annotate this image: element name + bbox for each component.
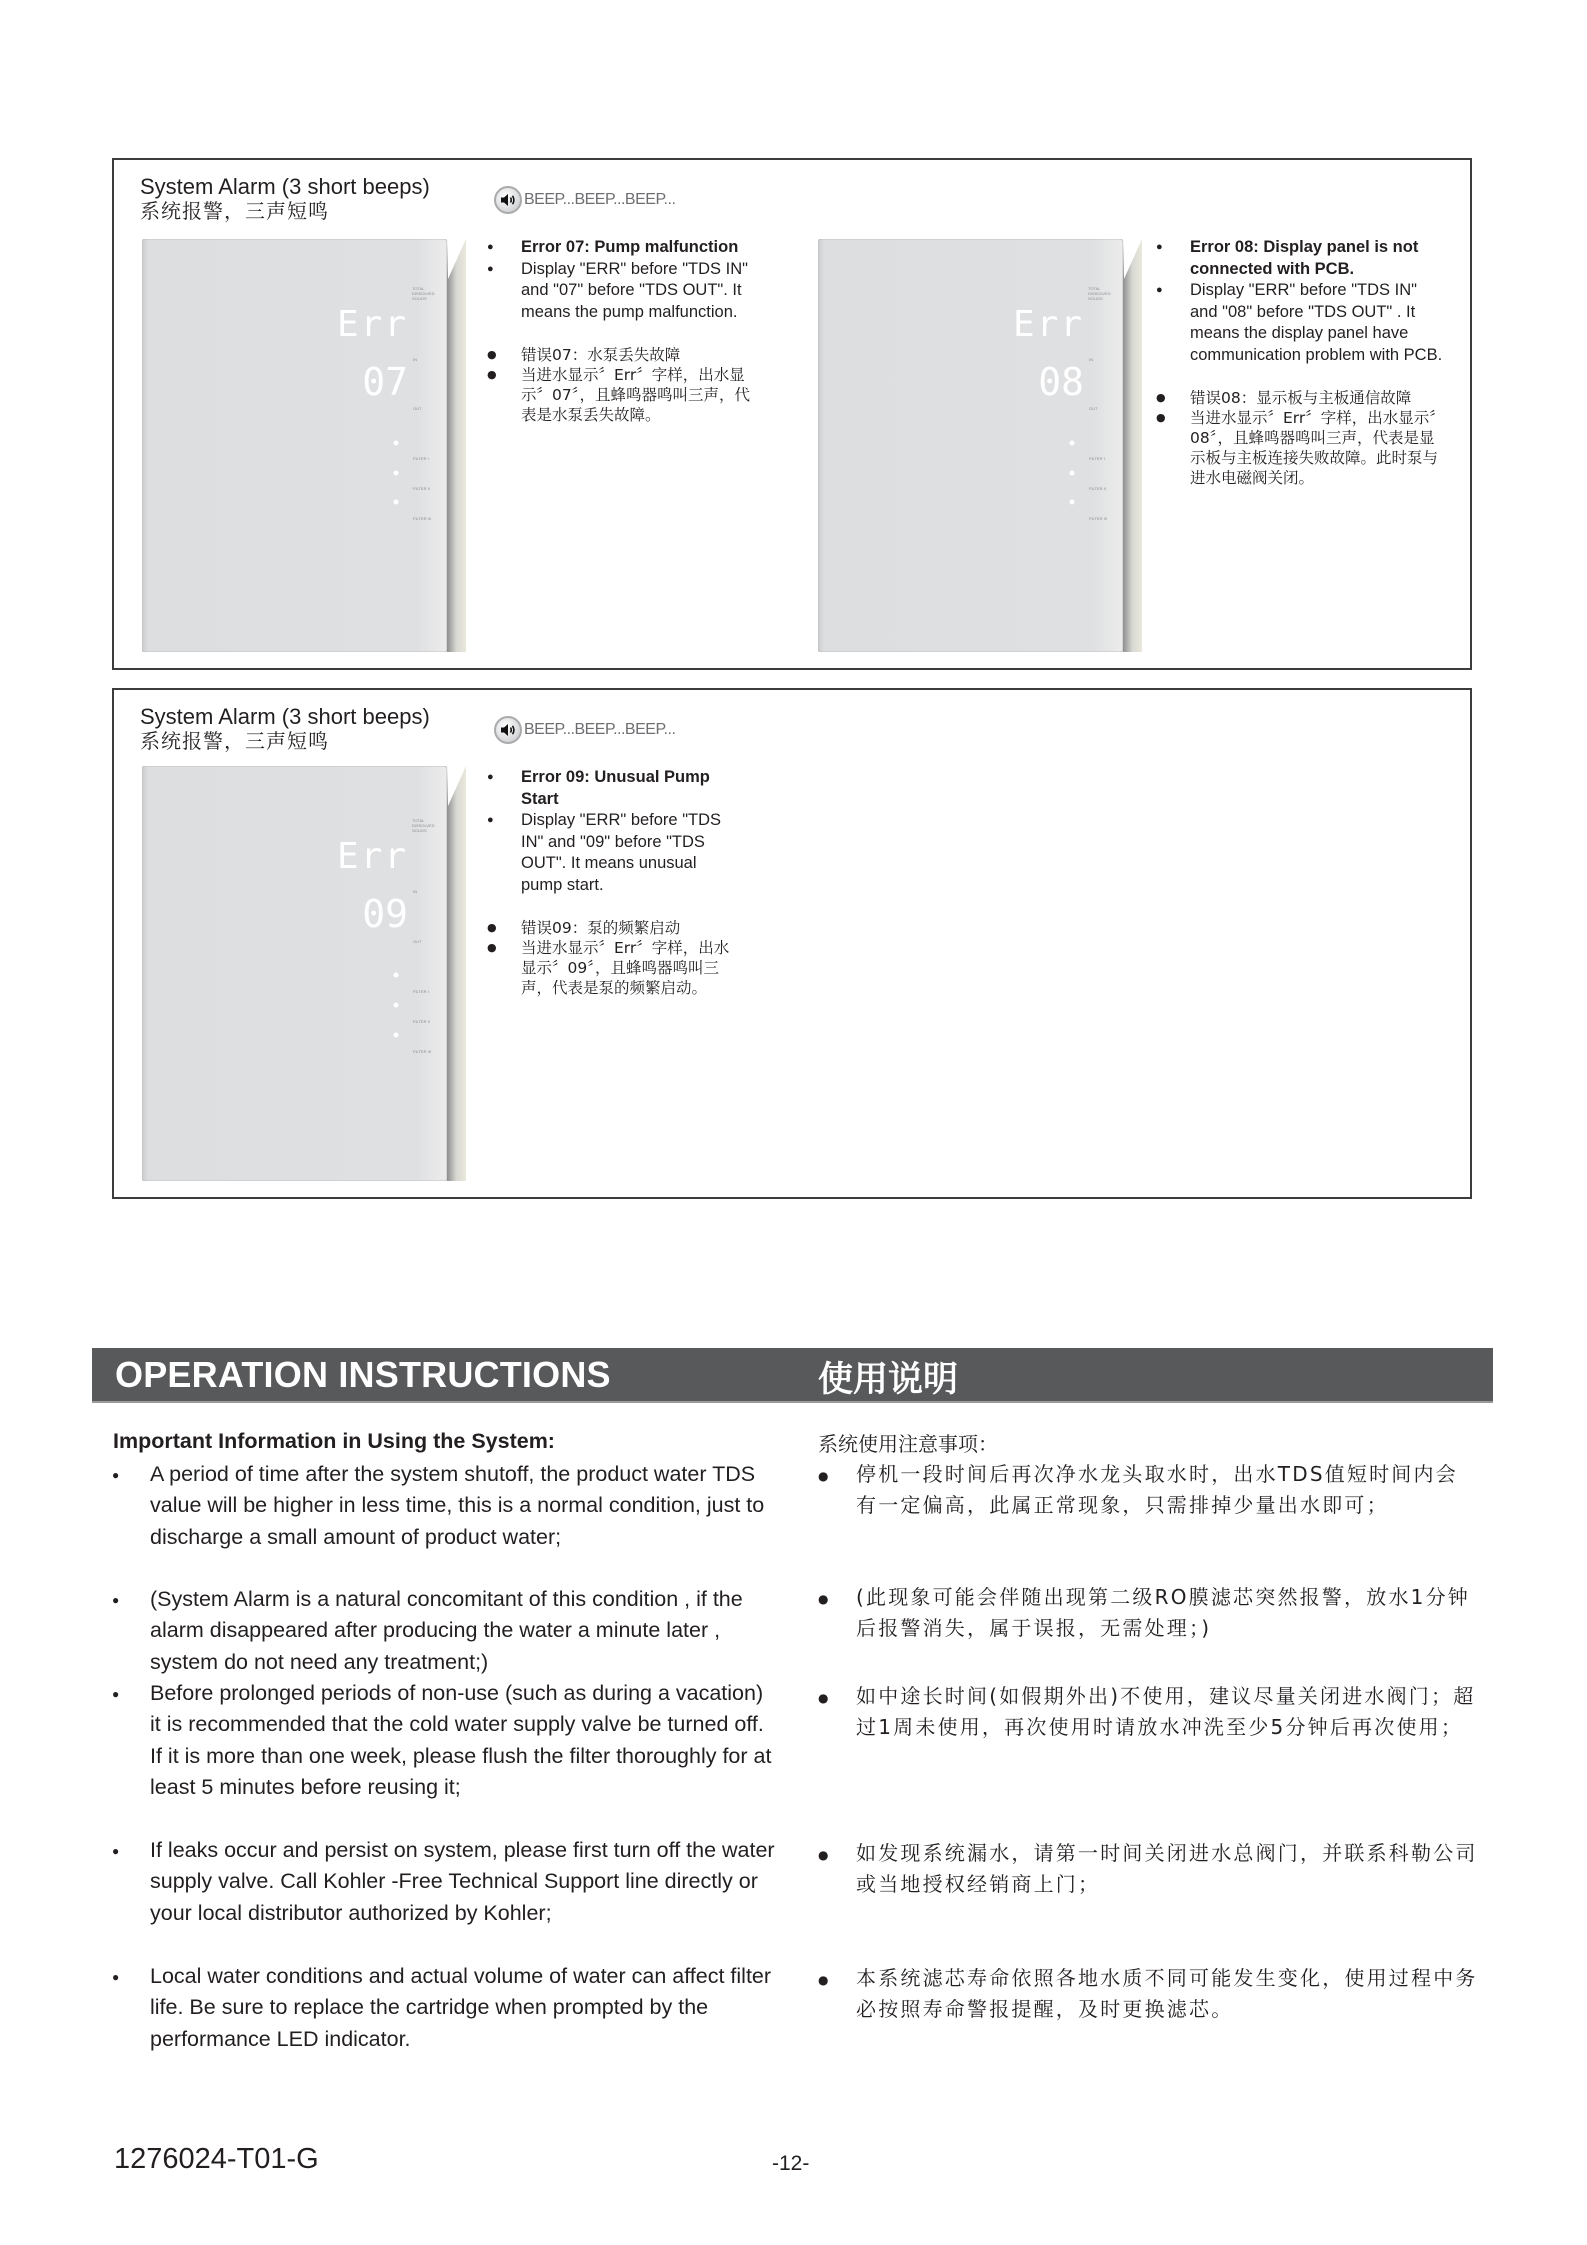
- panel-label-tds: TOTAL: [412, 286, 425, 291]
- svg-text:TOTAL: TOTAL: [1088, 286, 1101, 291]
- alarm-title-en: System Alarm (3 short beeps): [140, 174, 430, 199]
- panel-code-text: 07: [362, 360, 408, 404]
- filter-led: [1070, 500, 1075, 505]
- svg-text:OUT: OUT: [413, 939, 422, 944]
- svg-text:SOLIDS: SOLIDS: [1088, 296, 1103, 301]
- svg-text:TOTAL: TOTAL: [412, 818, 425, 823]
- alarm-title-cn: 系统报警，三声短鸣: [140, 729, 329, 753]
- alarm-title: [140, 704, 430, 754]
- panel-label-in: IN: [413, 357, 417, 362]
- svg-text:FILTER III: FILTER III: [1089, 516, 1107, 521]
- error-title-cn: ● 错误08：显示板与主板通信故障: [1156, 388, 1446, 408]
- svg-text:FILTER III: FILTER III: [413, 1049, 431, 1054]
- instruction-item: ● Local water conditions and actual volume of water can affect filter life. Be sure to replace the cartridge when prompted by the performance LED indicator.: [112, 1961, 772, 2055]
- instruction-item: ● A period of time after the system shutoff, the product water TDS value will be higher in less time, this is a normal condition, just to discharge a small amount of product water;: [112, 1459, 782, 1553]
- error-desc-en: ● Display "ERR" before "TDS IN" and "07" before "TDS OUT". It means the pump malfunction.: [487, 259, 757, 324]
- error-desc-cn: ● 当进水显示〞Err〞字样，出水显示〞07〞，且蜂鸣器鸣叫三声，代表是水泵丢失故障。: [487, 365, 757, 425]
- panel-err-text: Err: [336, 304, 408, 345]
- alarm-title-cn: 系统报警，三声短鸣: [140, 199, 329, 223]
- panel-err-text: Err: [336, 836, 408, 877]
- filter-led: [394, 1033, 399, 1038]
- filter-led: [1070, 441, 1075, 446]
- panel-label-out: OUT: [413, 406, 422, 411]
- error-09-description: [487, 767, 742, 998]
- svg-text:FILTER III: FILTER III: [413, 516, 431, 521]
- filter-led: [394, 441, 399, 446]
- alarm-title: [140, 174, 430, 224]
- svg-text:FILTER II: FILTER II: [1089, 486, 1106, 491]
- svg-text:FILTER I: FILTER I: [413, 989, 429, 994]
- beep-text: BEEP...BEEP...BEEP...: [524, 191, 676, 208]
- display-panel-image: [142, 766, 466, 1181]
- filter-led: [1070, 471, 1075, 476]
- panel-err-text: Err: [1012, 304, 1084, 345]
- instruction-item-cn: ● (此现象可能会伴随出现第二级RO膜滤芯突然报警，放水1分钟后报警消失，属于误报，无需处理；): [818, 1582, 1478, 1644]
- filter-led: [394, 973, 399, 978]
- speaker-icon: [494, 186, 522, 214]
- svg-text:SOLIDS: SOLIDS: [412, 828, 427, 833]
- error-desc-cn: ● 当进水显示〞Err〞字样，出水显示〞09〞，且蜂鸣器鸣叫三声，代表是泵的频繁启动。: [487, 938, 742, 998]
- svg-text:FILTER I: FILTER I: [1089, 456, 1105, 461]
- svg-text:FILTER I: FILTER I: [413, 456, 429, 461]
- error-07-description: [487, 237, 757, 425]
- section-title-cn: 使用说明: [818, 1360, 959, 1400]
- panel-code-text: 09: [362, 892, 408, 936]
- error-title-cn: ● 错误07：水泵丢失故障: [487, 345, 757, 365]
- instruction-item-cn: ● 如发现系统漏水，请第一时间关闭进水总阀门，并联系科勒公司或当地授权经销商上门；: [818, 1838, 1478, 1900]
- filter-led: [394, 1003, 399, 1008]
- svg-text:FILTER II: FILTER II: [413, 486, 430, 491]
- display-panel-image: [818, 239, 1142, 652]
- filter-led: [394, 500, 399, 505]
- display-panel-graphic: [818, 239, 1142, 652]
- error-title-en: ● Error 09: Unusual Pump Start: [487, 767, 742, 810]
- alarm-section-2: [112, 688, 1472, 1199]
- display-panel-image: [142, 239, 466, 652]
- beep-indicator: [494, 186, 675, 214]
- subheading-cn: 系统使用注意事项：: [818, 1432, 998, 1456]
- section-title-en: OPERATION INSTRUCTIONS: [115, 1354, 611, 1395]
- instruction-item-cn: ● 停机一段时间后再次净水龙头取水时，出水TDS值短时间内会有一定偏高，此属正常现象，只需排掉少量出水即可；: [818, 1459, 1478, 1521]
- filter-led: [394, 471, 399, 476]
- svg-text:OUT: OUT: [1089, 406, 1098, 411]
- error-desc-en: ● Display "ERR" before "TDS IN" and "08" before "TDS OUT" . It means the display panel have communication problem with PCB.: [1156, 280, 1446, 366]
- instruction-item: ● Before prolonged periods of non-use (such as during a vacation) it is recommended that the cold water supply valve be turned off. If it is more than one week, please flush the filter thoroughly for at least 5 minutes before reusing it;: [112, 1678, 774, 1803]
- error-08-description: [1156, 237, 1446, 488]
- svg-text:DISSOLVED: DISSOLVED: [412, 823, 435, 828]
- panel-code-text: 08: [1038, 360, 1084, 404]
- svg-text:FILTER II: FILTER II: [413, 1019, 430, 1024]
- svg-text:IN: IN: [413, 889, 417, 894]
- subheading-en: Important Information in Using the System:: [113, 1429, 555, 1453]
- instruction-item: ● (System Alarm is a natural concomitant of this condition , if the alarm disappeared after producing the water a minute later , system do not need any treatment;): [112, 1584, 782, 1678]
- section-header-bar: [92, 1348, 1493, 1403]
- error-title-en: ● Error 08: Display panel is not connected with PCB.: [1156, 237, 1446, 280]
- page-number: -12-: [772, 2152, 810, 2175]
- svg-text:DISSOLVED: DISSOLVED: [412, 291, 435, 296]
- svg-text:DISSOLVED: DISSOLVED: [1088, 291, 1111, 296]
- instruction-item-cn: ● 如中途长时间(如假期外出)不使用，建议尽量关闭进水阀门；超过1周未使用，再次使用时请放水冲洗至少5分钟后再次使用；: [818, 1681, 1478, 1743]
- instruction-item-cn: ● 本系统滤芯寿命依照各地水质不同可能发生变化，使用过程中务必按照寿命警报提醒，及时更换滤芯。: [818, 1963, 1478, 2025]
- svg-text:SOLIDS: SOLIDS: [412, 296, 427, 301]
- beep-indicator: [494, 716, 675, 744]
- display-panel-graphic: [142, 766, 466, 1181]
- alarm-section-1: [112, 158, 1472, 670]
- error-desc-cn: ● 当进水显示〞Err〞字样，出水显示〞08〞，且蜂鸣器鸣叫三声，代表是显示板与主板连接失败故障。此时泵与进水电磁阀关闭。: [1156, 408, 1446, 488]
- speaker-icon: [494, 716, 522, 744]
- instruction-item: ● If leaks occur and persist on system, please first turn off the water supply valve. Call Kohler -Free Technical Support line directly or your local distributor authorized by Kohler;: [112, 1835, 792, 1929]
- error-title-en: ● Error 07: Pump malfunction: [487, 237, 757, 259]
- beep-text: BEEP...BEEP...BEEP...: [524, 721, 676, 738]
- document-code: 1276024-T01-G: [114, 2143, 319, 2175]
- alarm-title-en: System Alarm (3 short beeps): [140, 704, 430, 729]
- error-title-cn: ● 错误09：泵的频繁启动: [487, 918, 742, 938]
- error-desc-en: ● Display "ERR" before "TDS IN" and "09" before "TDS OUT". It means unusual pump start.: [487, 810, 742, 896]
- display-panel-graphic: [142, 239, 466, 652]
- svg-text:IN: IN: [1089, 357, 1093, 362]
